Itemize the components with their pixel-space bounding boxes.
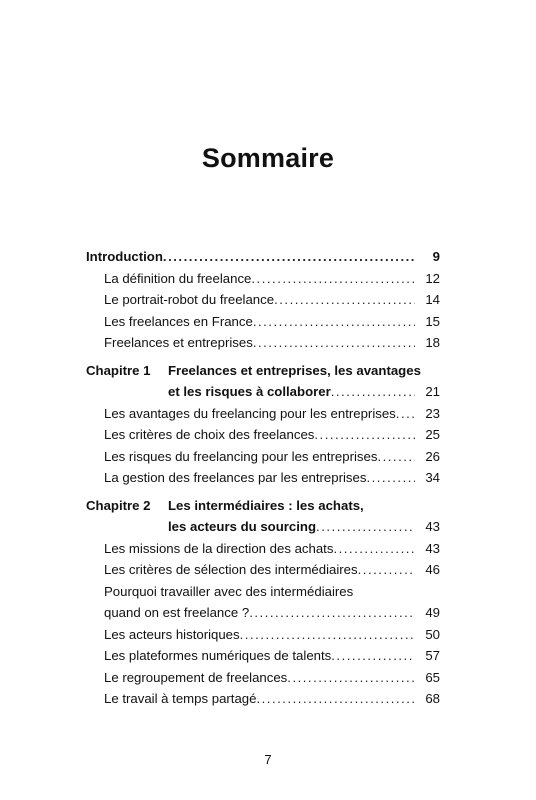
leader-dots [163,246,415,268]
leader-dots [331,645,415,667]
toc-entry[interactable] [86,624,440,646]
chapter-title: les acteurs du sourcing [168,519,317,534]
toc-entry[interactable] [86,667,440,689]
leader-dots [251,268,415,290]
page-number: 7 [264,752,272,767]
leader-dots [396,403,415,425]
toc-entry[interactable] [86,289,440,311]
toc-entry-label: Les avantages du freelancing pour les entreprises [104,405,396,421]
leader-dots [377,446,415,468]
toc-entry[interactable] [86,424,440,446]
toc-entry-label: Les critères de choix des freelances [104,427,315,442]
toc-page-number: 14 [425,292,440,307]
toc-entry-label: Les freelances en France [104,313,253,329]
leader-dots [274,289,415,311]
toc-entry[interactable] [86,688,440,710]
toc-entry[interactable] [86,602,440,624]
chapter-title: et les risques à collaborer [168,384,331,399]
toc-entry-introduction[interactable] [86,246,440,268]
chapter-title-line [168,381,440,403]
chapter-label: Chapitre 2 [86,497,151,513]
toc-page-number: 18 [425,335,440,350]
page-title: Sommaire [201,143,335,173]
toc-page-number: 49 [425,605,440,620]
toc-page-number: 21 [425,384,440,399]
toc-entry[interactable] [86,446,440,468]
chapter-title: Freelances et entreprises, les avantages [168,362,421,378]
toc-page-number: 25 [425,427,440,442]
leader-dots [331,381,415,403]
chapter-title-line [168,360,440,382]
leader-dots [253,311,415,333]
toc-page-number: 46 [425,562,440,577]
toc-page-number: 43 [425,519,440,534]
toc-entry[interactable] [86,538,440,560]
toc-entry-label: Les acteurs historiques [104,626,240,642]
toc-entry-label: Les plateformes numériques de talents [104,648,332,663]
toc-entry-label: La gestion des freelances par les entreprises [104,470,367,485]
toc-entry-label: Le travail à temps partagé [104,691,257,706]
leader-dots [256,688,415,710]
toc-page-number: 15 [425,313,440,329]
toc-chapter-2[interactable] [86,495,440,538]
chapter-title-line [168,516,440,538]
toc-page-number: 12 [425,270,440,286]
toc-page-number: 26 [425,448,440,464]
toc-entry[interactable] [86,268,440,290]
toc-page-number: 50 [425,626,440,642]
toc-page-number: 9 [432,249,440,264]
toc-entry[interactable] [86,403,440,425]
leader-dots [314,424,415,446]
leader-dots [287,667,415,689]
chapter-label: Chapitre 1 [86,362,151,378]
toc-entry-label: La définition du freelance [104,270,252,286]
toc-entry-label: quand on est freelance ? [104,605,250,620]
chapter-title: Les intermédiaires : les achats, [168,497,364,513]
toc-entry[interactable] [86,332,440,354]
leader-dots [366,467,415,489]
toc-page-number: 23 [425,405,440,421]
toc-entry-label: Le portrait-robot du freelance [104,292,275,307]
toc-entry[interactable] [86,559,440,581]
toc-page-number: 68 [425,691,440,706]
toc-entry-label: Les critères de sélection des intermédiaires [104,562,358,577]
leader-dots [316,516,415,538]
toc-chapter-1[interactable] [86,360,440,403]
leader-dots [240,624,415,646]
leader-dots [253,332,415,354]
toc-page-number: 34 [425,470,440,485]
toc-entry-line[interactable] [86,581,440,603]
toc-entry[interactable] [86,311,440,333]
leader-dots [333,538,415,560]
toc-page-number: 57 [425,648,440,663]
toc-entry-label: Le regroupement de freelances [104,669,288,685]
toc-entry-label: Les missions de la direction des achats [104,540,334,556]
chapter-title-line [168,495,440,517]
table-of-contents [86,246,440,710]
leader-dots [249,602,415,624]
toc-entry[interactable] [86,467,440,489]
toc-page-number: 43 [425,540,440,556]
toc-entry-label: Pourquoi travailler avec des intermédiaires [104,583,354,599]
toc-entry-label: Les risques du freelancing pour les entreprises [104,448,378,464]
toc-entry-label: Freelances et entreprises [104,335,253,350]
leader-dots [358,559,415,581]
toc-entry[interactable] [86,645,440,667]
toc-page-number: 65 [425,669,440,685]
toc-entry-label: Introduction [86,249,163,264]
